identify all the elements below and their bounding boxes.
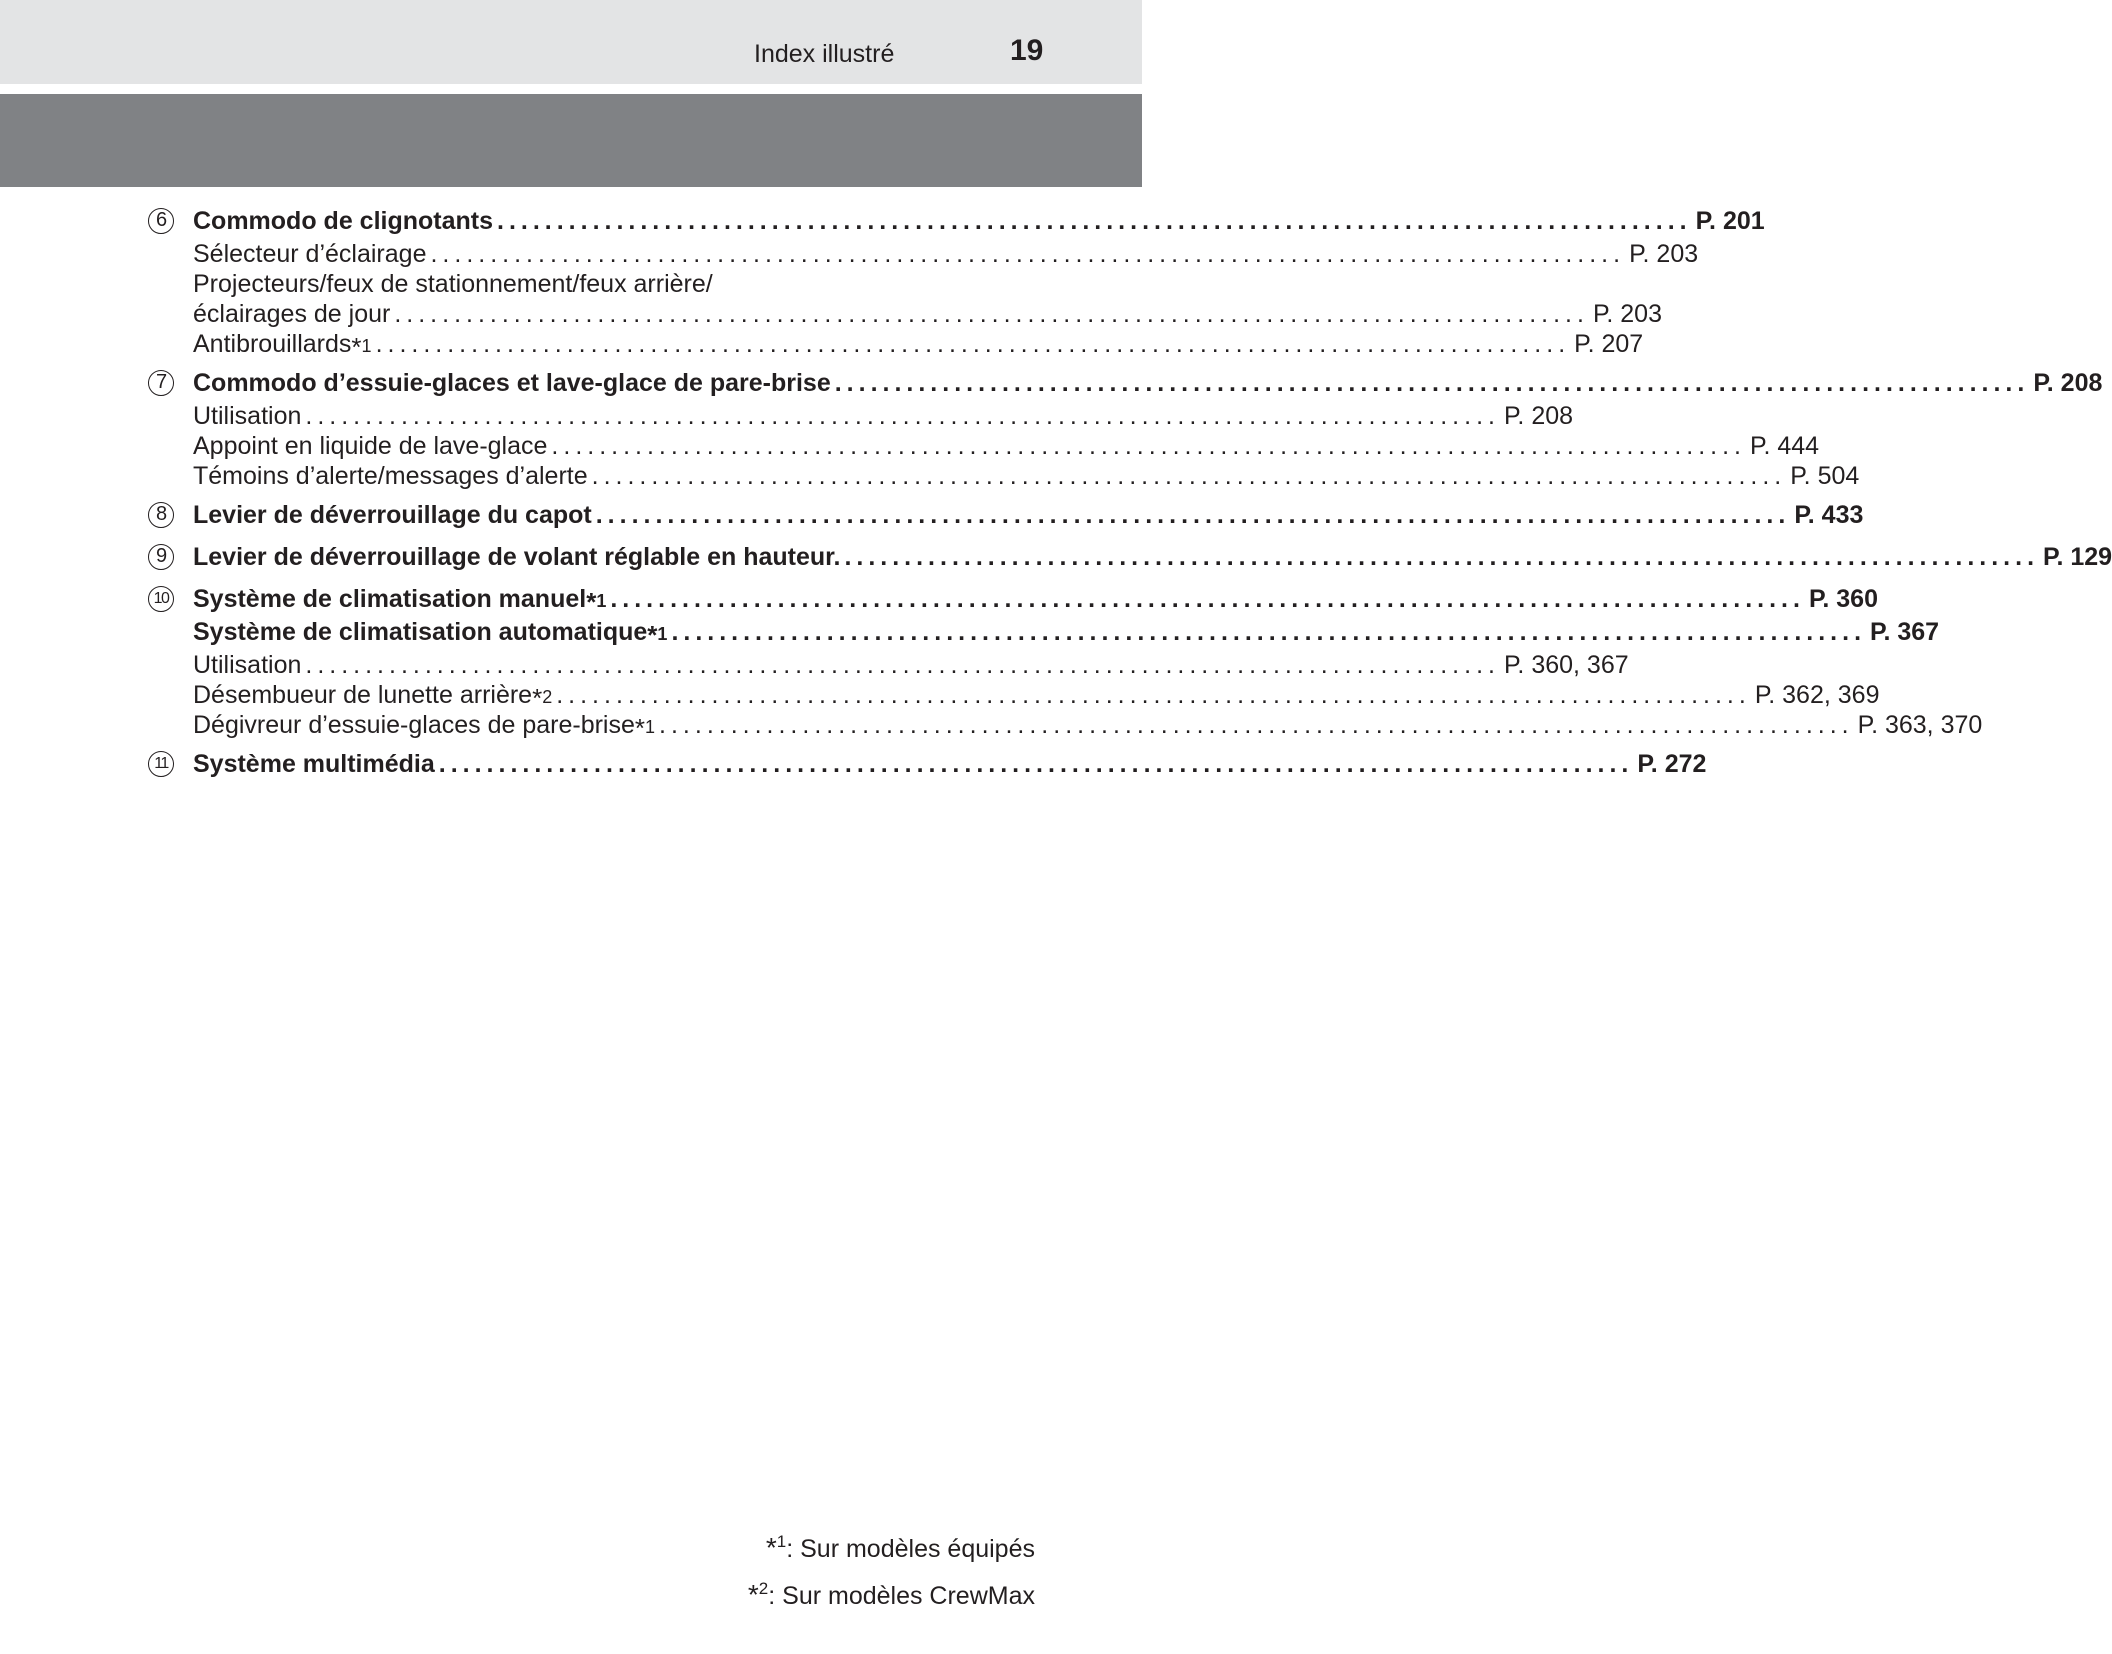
circled-number: 10 — [148, 586, 174, 612]
footnote-star: * — [765, 1532, 777, 1563]
page-reference[interactable]: P. 203 — [1592, 300, 1662, 328]
footnote — [748, 1522, 1035, 1569]
footnote-ref: *1 — [647, 620, 668, 650]
page-number: 19 — [1010, 34, 1044, 67]
dot-leader: .................................................................................................... — [497, 207, 1692, 235]
footnote-ref: *1 — [351, 332, 372, 362]
footnote-ref: *1 — [634, 713, 656, 743]
index-entry — [193, 543, 2112, 576]
page-reference[interactable]: P. 367 — [1870, 618, 1940, 646]
footnote-ref: *2 — [532, 683, 553, 713]
entry-label: Antibrouillards — [193, 330, 352, 358]
dot-leader: .................................................................................................... — [610, 585, 1805, 613]
page-reference[interactable]: P. 504 — [1790, 462, 1860, 490]
circled-number: 7 — [148, 370, 174, 396]
header-divider — [0, 84, 1142, 94]
footnote-mark: 2 — [758, 1579, 769, 1598]
dot-leader: .................................................................................................... — [551, 432, 1747, 460]
dot-leader: .................................................................................................... — [394, 300, 1589, 328]
footnotes — [748, 1522, 1035, 1616]
page-reference[interactable]: P. 362, 369 — [1754, 681, 1880, 709]
index-entry — [193, 618, 1940, 651]
page-reference[interactable]: P. 208 — [1503, 402, 1574, 430]
index-group — [148, 207, 1765, 362]
index-entry — [193, 462, 1860, 492]
dot-leader: .................................................................................................... — [375, 330, 1571, 358]
section-title: Index illustré — [754, 40, 895, 68]
entry-label: Appoint en liquide de lave-glace — [193, 432, 548, 460]
entry-label: Commodo de clignotants — [193, 207, 493, 235]
index-entry — [193, 270, 988, 300]
entry-label: Système de climatisation automatique — [193, 618, 648, 646]
index-group — [148, 750, 1707, 783]
footnote — [748, 1569, 1035, 1616]
page-reference[interactable]: P. 208 — [2033, 369, 2103, 397]
entry-label: Levier de déverrouillage de volant réglable en hauteur. — [193, 543, 841, 571]
entry-label: Levier de déverrouillage du capot — [193, 501, 592, 529]
dot-leader: .................................................................................................... — [671, 618, 1867, 646]
entry-label: Projecteurs/feux de stationnement/feux arrière/ — [193, 270, 713, 298]
page-reference[interactable]: P. 363, 370 — [1857, 711, 1983, 739]
entry-label: Commodo d’essuie-glaces et lave-glace de pare-brise — [193, 369, 831, 397]
circled-number: 8 — [148, 502, 174, 528]
circled-number: 11 — [148, 751, 174, 777]
entry-label: Système de climatisation manuel — [193, 585, 587, 613]
footnote-mark: 1 — [776, 1532, 787, 1551]
entry-label: Dégivreur d’essuie-glaces de pare-brise — [193, 711, 635, 739]
index-entry — [193, 585, 1878, 618]
index-entry — [193, 369, 2103, 402]
title-band — [0, 94, 1142, 187]
header-band — [0, 0, 1142, 84]
entry-label: Système multimédia — [193, 750, 435, 778]
index-group — [148, 369, 2103, 492]
index-entry — [193, 432, 1820, 462]
index-entry — [193, 501, 1864, 534]
entry-label: Sélecteur d’éclairage — [193, 240, 427, 268]
dot-leader: .................................................................................................... — [305, 651, 1500, 679]
index-entry — [193, 240, 1699, 270]
index-entry — [193, 681, 1880, 713]
dot-leader: .................................................................................................... — [438, 750, 1634, 778]
dot-leader: .................................................................................................... — [659, 711, 1854, 739]
dot-leader: .................................................................................................... — [430, 240, 1626, 268]
index-entry — [193, 402, 1574, 432]
entry-label: Utilisation — [193, 402, 302, 430]
index-entry — [193, 330, 1644, 362]
index-entry — [193, 651, 1629, 681]
page-reference[interactable]: P. 203 — [1629, 240, 1699, 268]
index-list — [148, 207, 2112, 783]
index-group — [148, 501, 1864, 534]
footnote-ref: *1 — [586, 587, 607, 617]
dot-leader: .................................................................................................... — [556, 681, 1751, 709]
index-entry — [193, 711, 1983, 743]
dot-leader: .................................................................................................... — [595, 501, 1791, 529]
circled-number: 9 — [148, 544, 174, 570]
dot-leader: .................................................................................................... — [834, 369, 2030, 397]
circled-number: 6 — [148, 208, 174, 234]
page-reference[interactable]: P. 360, 367 — [1503, 651, 1629, 679]
footnote-star: * — [747, 1579, 759, 1610]
page-reference[interactable]: P. 129 — [2043, 543, 2112, 571]
entry-label: Désembueur de lunette arrière — [193, 681, 533, 709]
dot-leader: .................................................................................................... — [591, 462, 1787, 490]
page-reference[interactable]: P. 433 — [1794, 501, 1864, 529]
dot-leader: .................................................................................................... — [305, 402, 1500, 430]
footnote-text: : Sur modèles équipés — [786, 1535, 1035, 1563]
entry-label: éclairages de jour — [193, 300, 391, 328]
index-entry — [193, 750, 1707, 783]
index-entry — [193, 207, 1765, 240]
index-group — [148, 543, 2112, 576]
page-reference[interactable]: P. 207 — [1574, 330, 1644, 358]
entry-label: Utilisation — [193, 651, 302, 679]
dot-leader: .................................................................................................... — [844, 543, 2040, 571]
index-group — [148, 585, 1983, 743]
entry-label: Témoins d’alerte/messages d’alerte — [193, 462, 588, 490]
page-reference[interactable]: P. 444 — [1750, 432, 1820, 460]
page-reference[interactable]: P. 201 — [1695, 207, 1765, 235]
page-reference[interactable]: P. 272 — [1637, 750, 1707, 778]
footnote-text: : Sur modèles CrewMax — [768, 1582, 1035, 1610]
page-reference[interactable]: P. 360 — [1808, 585, 1878, 613]
index-entry — [193, 300, 1662, 330]
